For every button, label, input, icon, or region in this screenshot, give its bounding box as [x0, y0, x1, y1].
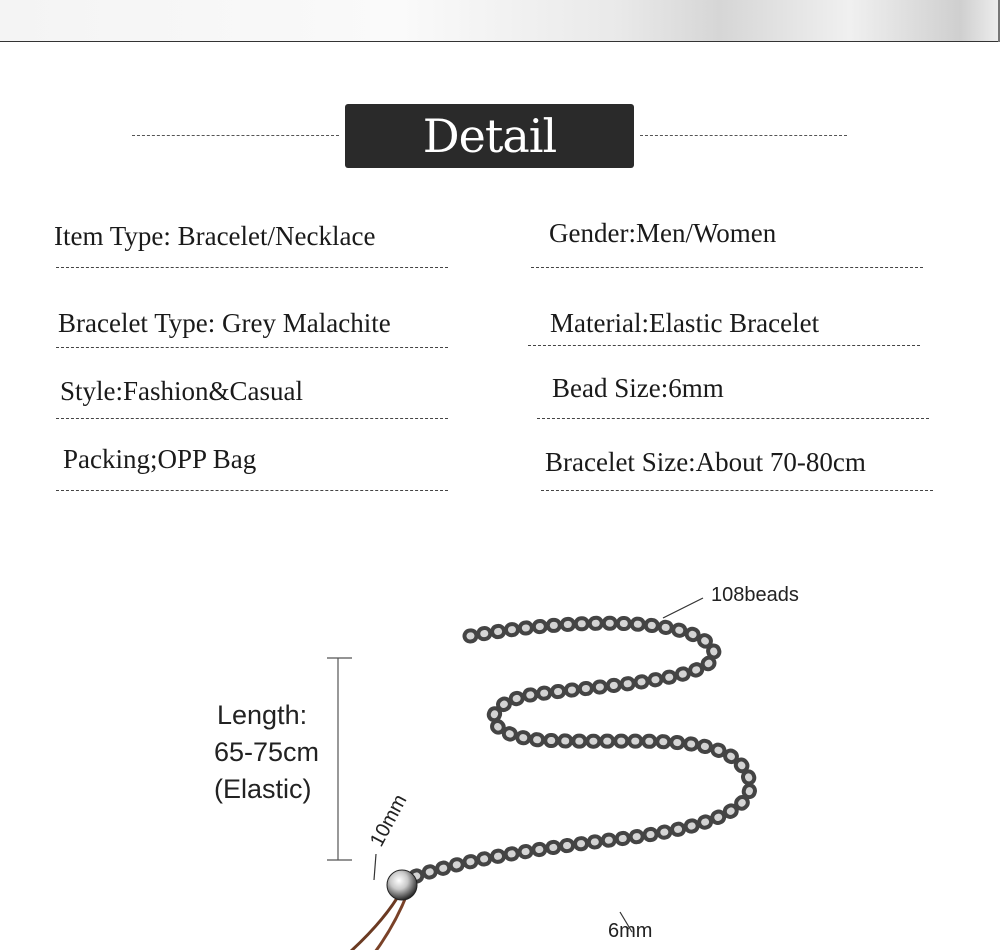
spec-divider [56, 490, 448, 491]
spec-bracelet-size: Bracelet Size:About 70-80cm [545, 447, 866, 477]
spec-divider [541, 490, 933, 491]
section-title [0, 104, 1000, 227]
bead-diameter-label: 6mm [608, 920, 653, 942]
big-bead-pointer [374, 854, 376, 880]
spec-bracelet-type: Bracelet Type: Grey Malachite [58, 308, 391, 338]
title-divider-left [132, 135, 339, 136]
bead-strand [405, 623, 750, 880]
spec-divider [531, 267, 923, 268]
size-pointer [620, 912, 632, 932]
spec-gender: Gender:Men/Women [549, 218, 777, 248]
length-bracket [327, 658, 352, 860]
length-value: 65-75cm [214, 737, 320, 767]
spec-divider [56, 418, 448, 419]
spec-divider [537, 418, 929, 419]
big-bead-label: 10mm [366, 790, 412, 851]
length-label: Length: [217, 700, 308, 730]
beads-count-label: 108beads [711, 584, 799, 606]
spec-packing: Packing;OPP Bag [63, 444, 257, 474]
spec-material: Material:Elastic Bracelet [550, 308, 820, 338]
spec-divider [56, 347, 448, 348]
product-photo [180, 560, 1000, 950]
beads-pointer [663, 598, 703, 618]
section-title-label: Detail Display [345, 104, 634, 168]
length-note: (Elastic) [214, 774, 312, 804]
top-banner [0, 0, 1000, 42]
spec-divider [528, 345, 920, 346]
guru-bead [387, 870, 417, 900]
spec-style: Style:Fashion&Casual [60, 376, 303, 406]
title-divider-right [640, 135, 847, 136]
spec-divider [56, 267, 448, 268]
spec-bead-size: Bead Size:6mm [552, 373, 724, 403]
spec-item-type: Item Type: Bracelet/Necklace [54, 221, 376, 251]
